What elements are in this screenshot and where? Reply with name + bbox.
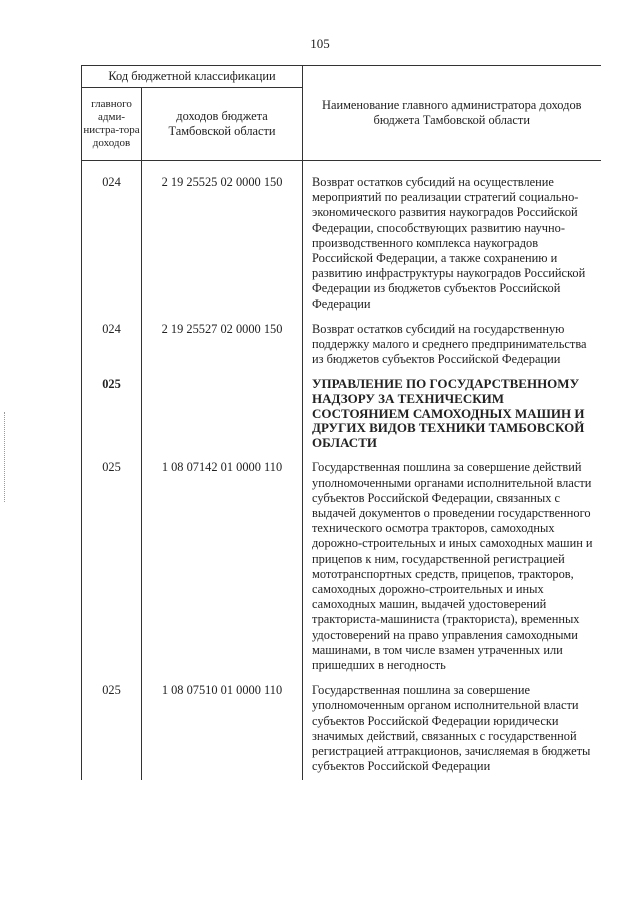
income-code-cell: 2 19 25527 02 0000 150 <box>142 318 303 374</box>
description-cell: Возврат остатков субсидий на государственную поддержку малого и среднего предпринимательства из бюджетов субъектов Российской Федерации <box>303 318 601 374</box>
income-code-cell: 2 19 25525 02 0000 150 <box>142 161 303 318</box>
table-row <box>82 161 601 318</box>
table-row <box>82 456 601 679</box>
table-row <box>82 318 601 374</box>
description-cell: Возврат остатков субсидий на осуществление мероприятий по реализации стратегий социально-экономического развития наукоградов Российской Федерации, способствующих развитию научно-производственного комплекса наукоградов Российской Федерации, а также сохранению и развитию инфраструктуры наукоградов Российской Федерации из бюджетов субъектов Российской Федерации <box>303 161 601 318</box>
admin-code-cell: 025 <box>82 456 142 679</box>
header-administrator-name: Наименование главного администратора доходов бюджета Тамбовской области <box>303 66 601 161</box>
admin-code-cell: 025 <box>82 373 142 456</box>
admin-code-cell: 024 <box>82 318 142 374</box>
scan-margin-mark <box>4 412 7 502</box>
description-cell: Государственная пошлина за совершение действий уполномоченными органами исполнительной власти субъектов Российской Федерации, связанных с выдачей документов о проведении государственного технического осмотра тракторов, самоходных дорожно-строительных и иных самоходных машин и прицепов к ним, государственной регистрацией мототранспортных средств, прицепов, тракторов, самоходных дорожно-строительных и иных самоходных машин, выдачей удостоверений тракториста-машиниста (тракториста), временных удостоверений на право управления самоходными машинами, в том числе взамен утраченных или пришедших в негодность <box>303 456 601 679</box>
budget-classification-table <box>81 65 601 780</box>
income-code-cell <box>142 373 303 456</box>
administrator-title-cell: УПРАВЛЕНИЕ ПО ГОСУДАРСТВЕННОМУ НАДЗОРУ ЗА ТЕХНИЧЕСКИМ СОСТОЯНИЕМ САМОХОДНЫХ МАШИН И ДРУГИХ ВИДОВ ТЕХНИКИ ТАМБОВСКОЙ ОБЛАСТИ <box>303 373 601 456</box>
header-main-administrator: главного адми-нистра-тора доходов <box>82 88 142 161</box>
table-row <box>82 679 601 780</box>
administrator-heading-row <box>82 373 601 456</box>
header-classification-code: Код бюджетной классификации <box>82 66 303 88</box>
admin-code-cell: 025 <box>82 679 142 780</box>
description-cell: Государственная пошлина за совершение уполномоченным органом исполнительной власти субъектов Российской Федерации юридически значимых действий, связанных с государственной регистрацией аттракционов, зачисляемая в бюджеты субъектов Российской Федерации <box>303 679 601 780</box>
page-number: 105 <box>310 36 330 51</box>
income-code-cell: 1 08 07142 01 0000 110 <box>142 456 303 679</box>
admin-code-cell: 024 <box>82 161 142 318</box>
header-budget-income: доходов бюджета Тамбовской области <box>142 88 303 161</box>
income-code-cell: 1 08 07510 01 0000 110 <box>142 679 303 780</box>
